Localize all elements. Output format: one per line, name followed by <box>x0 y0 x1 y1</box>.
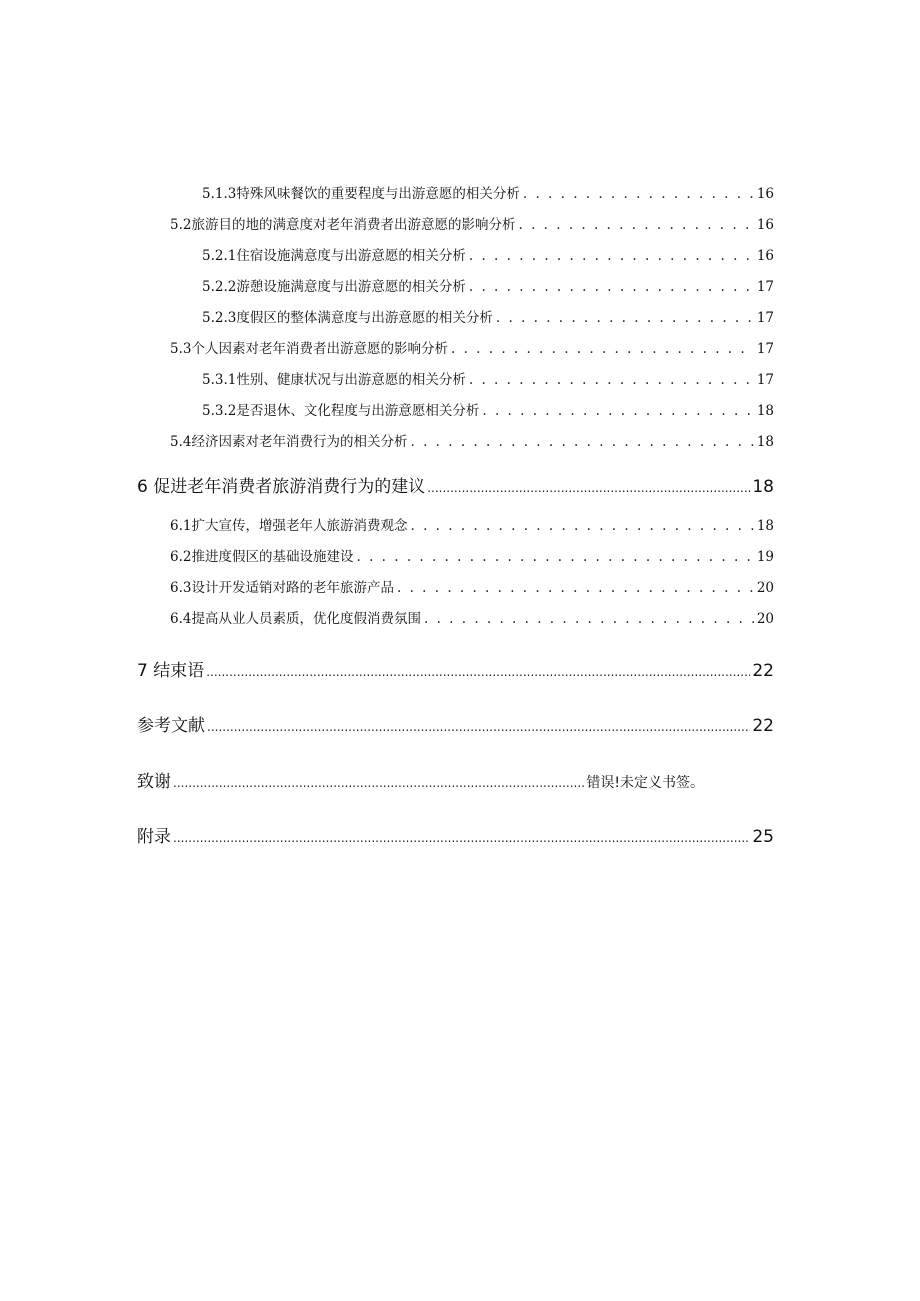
toc-number: 5.1.3 <box>202 186 237 202</box>
toc-entry-5-3-1[interactable] <box>202 368 774 388</box>
toc-title: 7 结束语 <box>137 661 205 681</box>
toc-page-number: 17 <box>756 279 774 295</box>
dot-leader <box>523 186 754 202</box>
toc-number: 5.3 <box>170 341 192 357</box>
toc-page-number: 18 <box>756 403 774 419</box>
toc-title: 度假区的整体满意度与出游意愿的相关分析 <box>236 310 493 326</box>
toc-title: 是否退休、文化程度与出游意愿相关分析 <box>236 403 480 419</box>
toc-number: 5.3.1 <box>202 372 237 388</box>
toc-entry-6-1[interactable] <box>170 514 774 534</box>
toc-number: 6.4 <box>170 611 192 627</box>
toc-page-number: 22 <box>752 661 774 681</box>
toc-number: 5.3.2 <box>202 403 237 419</box>
toc-number: 5.2.1 <box>202 248 237 264</box>
toc-title: 经济因素对老年消费行为的相关分析 <box>191 434 408 450</box>
toc-entry-6-3[interactable] <box>170 576 774 596</box>
toc-number: 5.2.3 <box>202 310 237 326</box>
toc-entry-5-1-3[interactable] <box>202 182 774 202</box>
toc-entry-5-3-2[interactable] <box>202 399 774 419</box>
toc-page-number-error: 错误!未定义书签。 <box>586 775 704 791</box>
dot-leader <box>451 341 754 357</box>
toc-title: 6 促进老年消费者旅游消费行为的建议 <box>137 477 426 497</box>
dot-leader <box>397 580 754 596</box>
toc-number: 6.2 <box>170 549 192 565</box>
toc-number: 5.4 <box>170 434 192 450</box>
toc-page-number: 17 <box>756 310 774 326</box>
toc-number: 5.2.2 <box>202 279 237 295</box>
toc-title: 提高从业人员素质，优化度假消费氛围 <box>191 611 421 627</box>
toc-references[interactable] <box>137 711 774 736</box>
dot-leader <box>496 310 754 326</box>
toc-entry-5-2-3[interactable] <box>202 306 774 326</box>
toc-page-number: 16 <box>756 248 774 264</box>
toc-page-number: 20 <box>756 611 774 627</box>
toc-page-number: 25 <box>752 827 774 847</box>
dot-leader <box>206 665 750 679</box>
toc-entry-6-4[interactable] <box>170 607 774 627</box>
toc-appendix[interactable] <box>137 822 774 847</box>
toc-chapter-6[interactable] <box>137 472 774 497</box>
dot-leader <box>207 720 750 734</box>
toc-entry-6-2[interactable] <box>170 545 774 565</box>
toc-page-number: 17 <box>756 372 774 388</box>
toc-title: 扩大宣传，增强老年人旅游消费观念 <box>191 518 408 534</box>
toc-title: 个人因素对老年消费者出游意愿的影响分析 <box>191 341 448 357</box>
toc-page-number: 22 <box>752 716 774 736</box>
toc-title: 特殊风味餐饮的重要程度与出游意愿的相关分析 <box>236 186 520 202</box>
dot-leader <box>469 279 754 295</box>
dot-leader <box>173 776 584 790</box>
toc-title: 致谢 <box>137 772 171 792</box>
toc-title: 性别、健康状况与出游意愿的相关分析 <box>236 372 466 388</box>
toc-title: 设计开发适销对路的老年旅游产品 <box>191 580 394 596</box>
toc-title: 参考文献 <box>137 716 205 736</box>
dot-leader <box>518 217 753 233</box>
toc-page-number: 16 <box>756 186 774 202</box>
toc-entry-5-4[interactable] <box>170 430 774 450</box>
dot-leader <box>410 434 753 450</box>
toc-entry-5-2[interactable] <box>170 213 774 233</box>
toc-entry-5-2-2[interactable] <box>202 275 774 295</box>
toc-page-number: 16 <box>756 217 774 233</box>
toc-page-number: 18 <box>756 434 774 450</box>
toc-title: 旅游目的地的满意度对老年消费者出游意愿的影响分析 <box>191 217 516 233</box>
dot-leader <box>424 611 754 627</box>
toc-chapter-7[interactable] <box>137 656 774 681</box>
toc-title: 附录 <box>137 827 171 847</box>
dot-leader <box>427 481 750 495</box>
toc-number: 6.1 <box>170 518 192 534</box>
dot-leader <box>482 403 753 419</box>
toc-entry-5-2-1[interactable] <box>202 244 774 264</box>
toc-title: 游憩设施满意度与出游意愿的相关分析 <box>236 279 466 295</box>
dot-leader <box>469 372 754 388</box>
toc-page-number: 20 <box>756 580 774 596</box>
toc-acknowledgements[interactable] <box>137 767 704 792</box>
toc-number: 6.3 <box>170 580 192 596</box>
dot-leader <box>356 549 753 565</box>
toc-entry-5-3[interactable] <box>170 337 774 357</box>
toc-page-number: 18 <box>752 477 774 497</box>
dot-leader <box>173 831 750 845</box>
toc-title: 推进度假区的基础设施建设 <box>191 549 354 565</box>
toc-number: 5.2 <box>170 217 192 233</box>
toc-page-number: 19 <box>756 549 774 565</box>
toc-title: 住宿设施满意度与出游意愿的相关分析 <box>236 248 466 264</box>
toc-page-number: 18 <box>756 518 774 534</box>
dot-leader <box>410 518 753 534</box>
dot-leader <box>469 248 754 264</box>
toc-page-number: 17 <box>756 341 774 357</box>
